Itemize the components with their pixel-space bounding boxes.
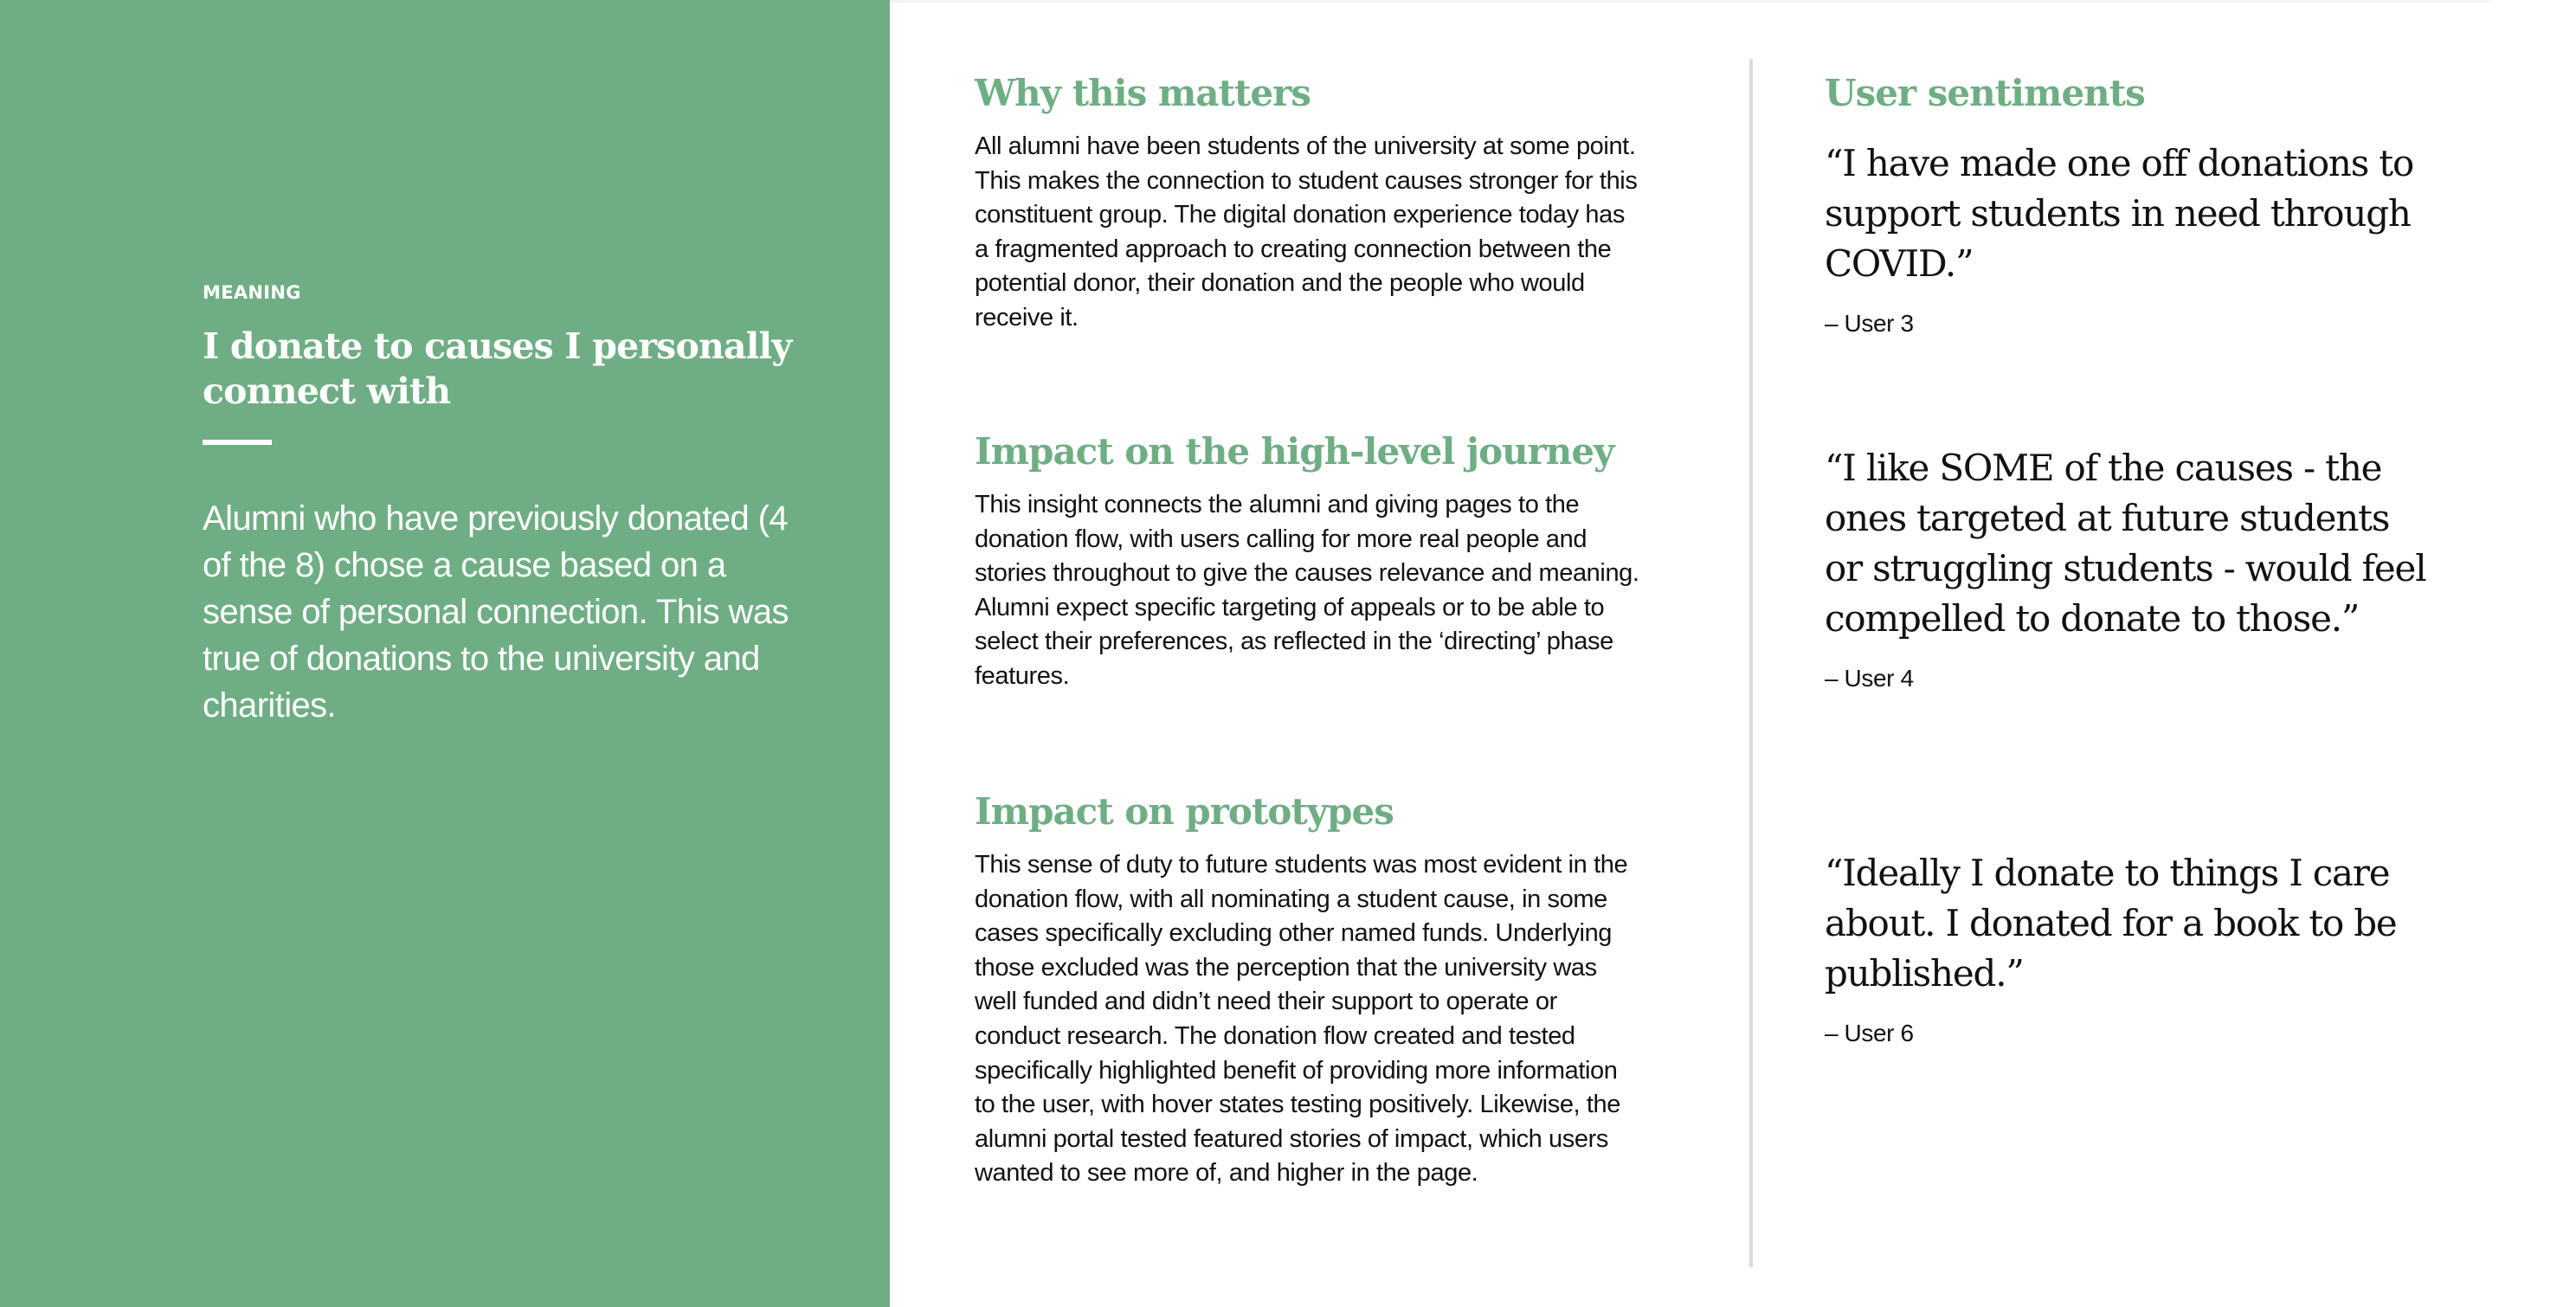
section-body: This sense of duty to future students was most evident in the donation flow, with all nominating a student cause, in some cases specifically excluding other named funds. Underlying those excluded was the perception that the university was well funded and didn’t need their support to operate or conduct research. The donation flow created and tested specifically highlighted benefit of providing more information to the user, with hover states testing positively. Likewise, the alumni portal tested featured stories of impact, which users wanted to see more of, and higher in the page. xyxy=(975,851,1628,1188)
section-why-this-matters xyxy=(975,69,1641,336)
insight-headline: I donate to causes I personally connect with xyxy=(203,325,792,412)
quote-attribution: – User 6 xyxy=(1825,1020,1914,1046)
top-edge-strip xyxy=(890,0,2489,3)
section-body: This insight connects the alumni and giving pages to the donation flow, with users calling for more real people and stories throughout to give the causes relevance and meaning. Alumni expect specific targeting of appeals or to be able to select their preferences, as reflected in the ‘directing’ phase features. xyxy=(975,491,1639,690)
headline-rule xyxy=(203,440,272,445)
quote-text: “I have made one off donations to support students in need through COVID.” xyxy=(1825,142,2414,285)
quote-attribution: – User 4 xyxy=(1825,665,1914,692)
column-divider xyxy=(1749,59,1753,1267)
section-impact-high-level-journey xyxy=(975,428,1641,694)
insight-summary-content xyxy=(203,279,808,729)
section-title: Why this matters xyxy=(975,72,1311,114)
insight-category-label: MEANING xyxy=(203,282,301,303)
insight-summary-panel xyxy=(0,0,890,1307)
section-body: All alumni have been students of the university at some point. This makes the connection to student causes stronger for this constituent group. The digital donation experience today has a fragmented approach to creating connection between the potential donor, their donation and the people who would receive it. xyxy=(975,132,1638,332)
section-impact-on-prototypes xyxy=(975,788,1641,1191)
quote-user-6 xyxy=(1825,848,2431,1049)
quote-user-3 xyxy=(1825,138,2431,339)
quote-attribution: – User 3 xyxy=(1825,310,1914,337)
quote-user-4 xyxy=(1825,443,2431,694)
user-sentiments-column xyxy=(1825,69,2431,1046)
user-sentiments-title: User sentiments xyxy=(1825,72,2145,114)
insight-lead-paragraph: Alumni who have previously donated (4 of the 8) chose a cause based on a sense of personal connection. This was true of donations to the university and charities. xyxy=(203,499,789,724)
section-title: Impact on the high-level journey xyxy=(975,430,1614,473)
section-title: Impact on prototypes xyxy=(975,790,1394,833)
quote-text: “Ideally I donate to things I care about. I donated for a book to be published.” xyxy=(1825,852,2397,995)
quote-text: “I like SOME of the causes - the ones targeted at future students or struggling students - would feel compelled to donate to those.” xyxy=(1825,447,2426,640)
